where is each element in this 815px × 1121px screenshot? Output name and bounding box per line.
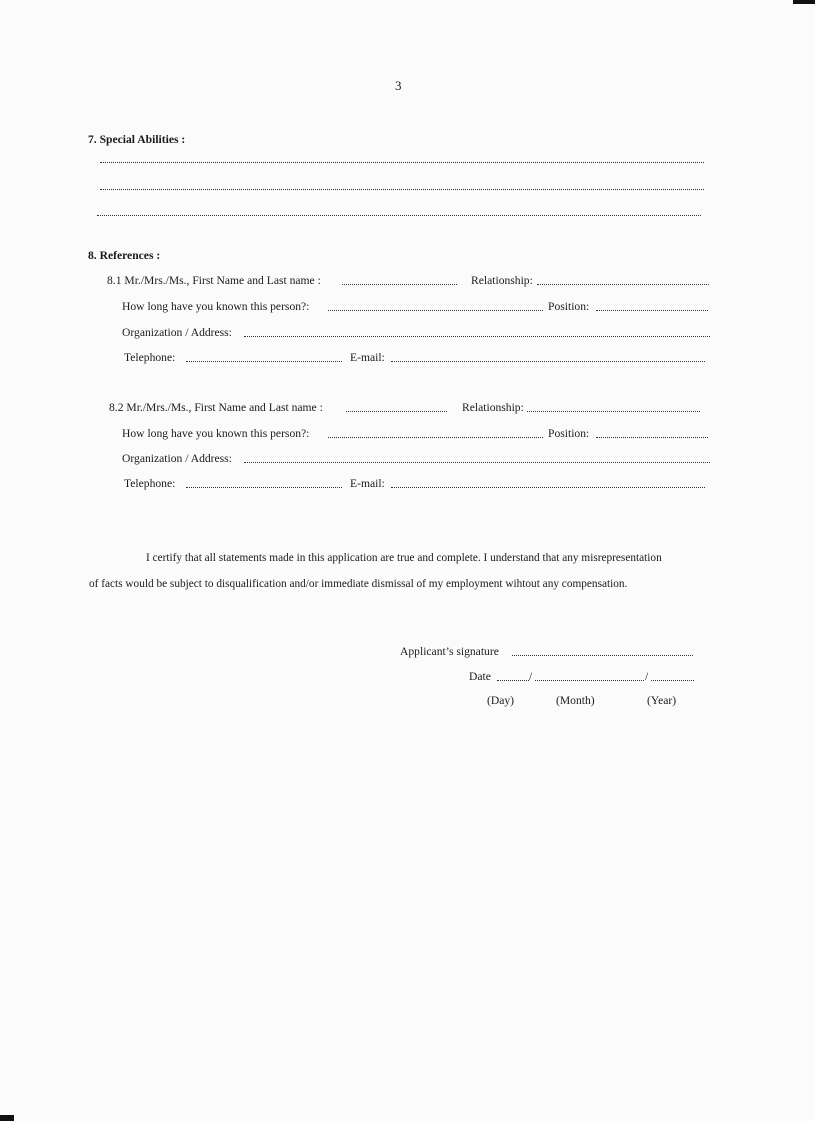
ref1-how-long-field[interactable] — [328, 310, 543, 311]
scan-edge-mark-bottom-left — [0, 1115, 14, 1121]
ref1-position-field[interactable] — [596, 310, 708, 311]
special-abilities-line-3[interactable] — [97, 215, 701, 216]
date-separator-2: / — [645, 670, 649, 683]
date-year-field[interactable] — [651, 680, 694, 681]
ref2-name-field[interactable] — [346, 411, 447, 412]
date-month-field[interactable] — [535, 680, 644, 681]
ref1-relationship-field[interactable] — [537, 284, 709, 285]
ref1-relationship-label: Relationship: — [471, 274, 533, 287]
special-abilities-line-1[interactable] — [100, 162, 704, 163]
ref1-email-label: E-mail: — [350, 351, 385, 364]
scan-edge-mark-top-right — [793, 0, 815, 4]
ref1-org-field[interactable] — [244, 336, 710, 337]
ref1-name-field[interactable] — [342, 284, 457, 285]
date-separator-1: / — [529, 670, 533, 683]
ref2-email-field[interactable] — [391, 487, 705, 488]
certification-line-1: I certify that all statements made in this application are true and complete. I understand that any misrepresentation — [146, 552, 662, 564]
date-month-caption: (Month) — [556, 694, 595, 707]
ref1-name-label: 8.1 Mr./Mrs./Ms., First Name and Last name : — [107, 274, 321, 287]
special-abilities-heading: 7. Special Abilities : — [88, 133, 186, 146]
ref2-relationship-label: Relationship: — [462, 401, 524, 414]
ref2-name-label: 8.2 Mr./Mrs./Ms., First Name and Last name : — [109, 401, 323, 414]
date-year-caption: (Year) — [647, 694, 677, 707]
ref1-telephone-label: Telephone: — [124, 351, 176, 364]
date-day-caption: (Day) — [487, 694, 515, 707]
page-number: 3 — [395, 78, 402, 93]
ref2-telephone-label: Telephone: — [124, 477, 176, 490]
ref2-how-long-label: How long have you known this person?: — [122, 427, 310, 440]
special-abilities-line-2[interactable] — [100, 189, 704, 190]
ref1-email-field[interactable] — [391, 361, 705, 362]
ref2-org-field[interactable] — [244, 462, 710, 463]
date-label: Date — [469, 670, 491, 683]
applicant-signature-label: Applicant’s signature — [400, 645, 499, 658]
ref2-how-long-field[interactable] — [328, 437, 543, 438]
applicant-signature-field[interactable] — [512, 655, 693, 656]
ref2-telephone-field[interactable] — [186, 487, 342, 488]
ref2-email-label: E-mail: — [350, 477, 385, 490]
ref2-org-label: Organization / Address: — [122, 452, 232, 465]
references-heading: 8. References : — [88, 249, 161, 262]
ref2-position-field[interactable] — [596, 437, 708, 438]
date-day-field[interactable] — [497, 680, 529, 681]
ref2-relationship-field[interactable] — [527, 411, 700, 412]
ref1-org-label: Organization / Address: — [122, 326, 232, 339]
ref1-telephone-field[interactable] — [186, 361, 342, 362]
ref2-position-label: Position: — [548, 427, 590, 440]
certification-line-2: of facts would be subject to disqualification and/or immediate dismissal of my employment wihtout any compensation. — [89, 578, 628, 590]
ref1-position-label: Position: — [548, 300, 590, 313]
ref1-how-long-label: How long have you known this person?: — [122, 300, 310, 313]
